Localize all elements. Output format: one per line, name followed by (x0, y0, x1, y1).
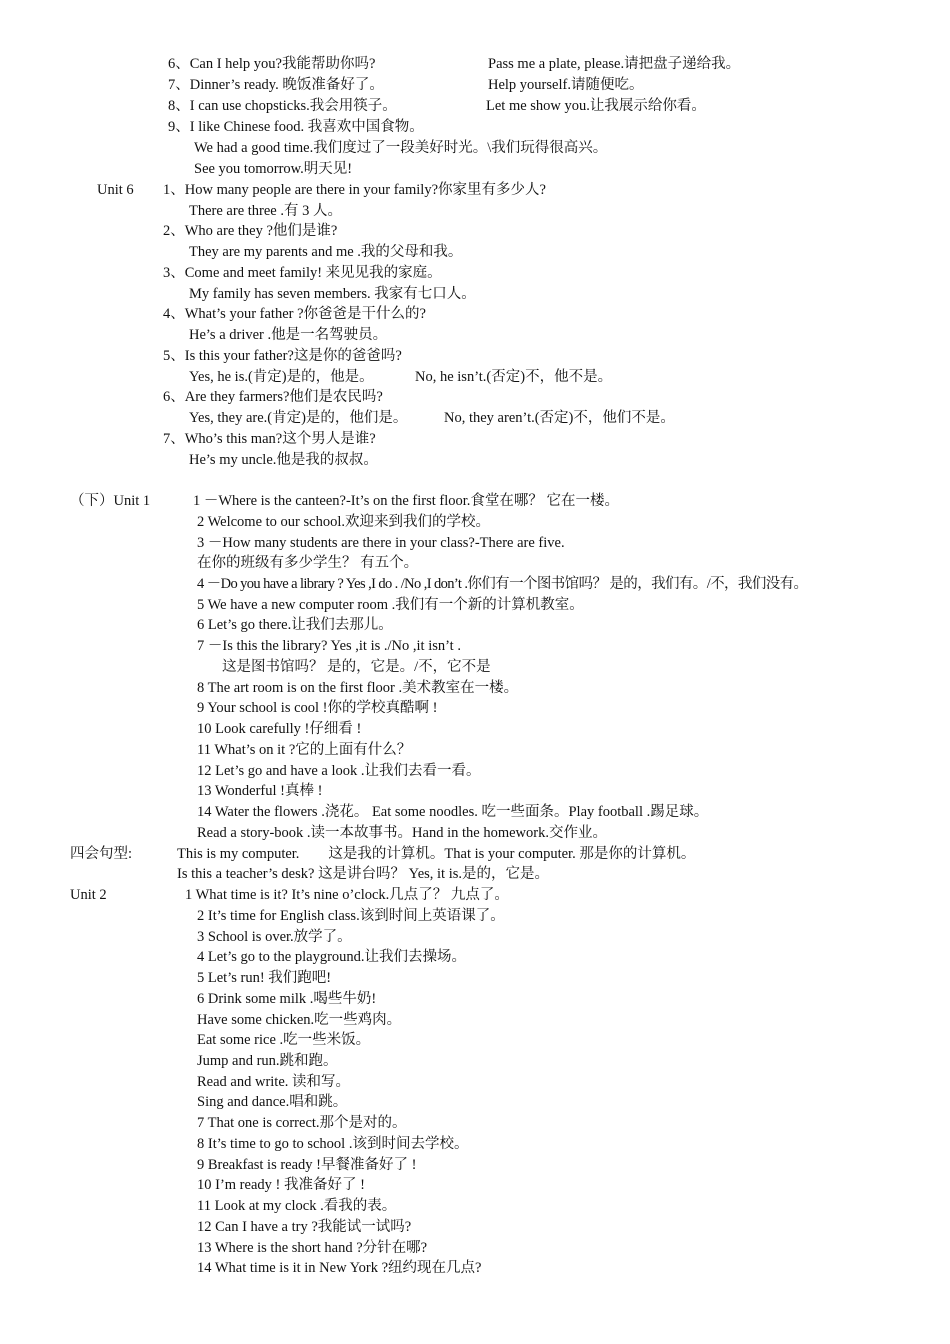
sentence-line: 9、I like Chinese food. 我喜欢中国食物。 (168, 119, 424, 135)
sentence-line: He’s a driver .他是一名驾驶员。 (189, 327, 388, 343)
sentence-line: Help yourself.请随便吃。 (488, 77, 644, 93)
sentence-line: 10 I’m ready ! 我准备好了 ! (197, 1177, 365, 1193)
unit-label: （下）Unit 1 (70, 493, 151, 509)
sentence-line: 13 Where is the short hand ?分针在哪? (197, 1240, 428, 1256)
sentence-line: No, he isn’t.(否定)不，他不是。 (415, 369, 613, 385)
sentence-line: 7 That one is correct.那个是对的。 (197, 1115, 407, 1131)
unit-label: Unit 2 (70, 887, 107, 903)
sentence-line: 5 Let’s run! 我们跑吧! (197, 970, 332, 986)
sentence-line: 6、Are they farmers?他们是农民吗? (163, 389, 383, 405)
sentence-line: 6、Can I help you?我能帮助你吗? (168, 56, 376, 72)
sentence-line: 这是图书馆吗？ 是的，它是。/不，它不是 (222, 659, 491, 675)
sentence-line: Have some chicken.吃一些鸡肉。 (197, 1012, 402, 1028)
sentence-line: My family has seven members. 我家有七口人。 (189, 286, 476, 302)
sentence-line: 2、Who are they ?他们是谁? (163, 223, 338, 239)
sentence-line: 1 What time is it? It’s nine o’clock.几点了？ 九点了。 (185, 887, 509, 903)
sentence-line: 9 Your school is cool !你的学校真酷啊 ! (197, 700, 438, 716)
sentence-line: 7、Who’s this man?这个男人是谁? (163, 431, 376, 447)
sentence-line: Pass me a plate, please.请把盘子递给我。 (488, 56, 741, 72)
sentence-line: 13 Wonderful !真棒 ! (197, 783, 323, 799)
sentence-line: 9 Breakfast is ready !早餐准备好了 ! (197, 1157, 417, 1173)
sentence-line: Read a story-book .读一本故事书。Hand in the homework.交作业。 (197, 825, 607, 841)
sentence-line: 12 Can I have a try ?我能试一试吗? (197, 1219, 412, 1235)
sentence-line: 3、Come and meet family! 来见见我的家庭。 (163, 265, 442, 281)
sentence-line: Sing and dance.唱和跳。 (197, 1094, 348, 1110)
sentence-line: 11 What’s on it ?它的上面有什么？ (197, 742, 412, 758)
sentence-line: See you tomorrow.明天见! (194, 161, 353, 177)
sentence-line: This is my computer. 这是我的计算机。That is your computer. 那是你的计算机。 (177, 846, 696, 862)
sentence-line: Yes, they are.(肯定)是的，他们是。 (189, 410, 408, 426)
sentence-line: 7、Dinner’s ready. 晚饭准备好了。 (168, 77, 384, 93)
sentence-line: 2 Welcome to our school.欢迎来到我们的学校。 (197, 514, 490, 530)
sentence-line: We had a good time.我们度过了一段美好时光。\我们玩得很高兴。 (194, 140, 608, 156)
sentence-line: Yes, he is.(肯定)是的，他是。 (189, 369, 374, 385)
sentence-line: 8、I can use chopsticks.我会用筷子。 (168, 98, 397, 114)
sentence-line: Jump and run.跳和跑。 (197, 1053, 338, 1069)
sentence-line: 6 Drink some milk .喝些牛奶! (197, 991, 377, 1007)
sentence-line: 4 －Do you have a library ? Yes ,I do . /No ,I don’t .你们有一个图书馆吗？ 是的，我们有。/不，我们没有。 (197, 576, 808, 592)
sentence-line: Is this a teacher’s desk? 这是讲台吗？ Yes, it is.是的，它是。 (177, 866, 550, 882)
sentence-line: 4、What’s your father ?你爸爸是干什么的? (163, 306, 426, 322)
sentence-line: He’s my uncle.他是我的叔叔。 (189, 452, 378, 468)
sentence-line: There are three .有 3 人。 (189, 203, 342, 219)
sentence-line: 6 Let’s go there.让我们去那儿。 (197, 617, 393, 633)
sentence-line: 14 Water the flowers .浇花。 Eat some noodles. 吃一些面条。Play football .踢足球。 (197, 804, 709, 820)
sentence-line: 4 Let’s go to the playground.让我们去操场。 (197, 949, 467, 965)
sentence-line: 11 Look at my clock .看我的表。 (197, 1198, 397, 1214)
sentence-line: 7 －Is this the library? Yes ,it is ./No ,it isn’t . (197, 638, 461, 654)
sentence-line: 5、Is this your father?这是你的爸爸吗? (163, 348, 402, 364)
sentence-line: 3 School is over.放学了。 (197, 929, 352, 945)
sentence-line: No, they aren’t.(否定)不，他们不是。 (444, 410, 675, 426)
sentence-line: 8 The art room is on the first floor .美术教室在一楼。 (197, 680, 519, 696)
sentence-line: 1、How many people are there in your family?你家里有多少人? (163, 182, 546, 198)
sentence-line: 1 －Where is the canteen?-It’s on the first floor.食堂在哪？ 它在一楼。 (193, 493, 620, 509)
sentence-line: 12 Let’s go and have a look .让我们去看一看。 (197, 763, 481, 779)
sentence-line: 14 What time is it in New York ?纽约现在几点? (197, 1260, 482, 1276)
sentence-line: 2 It’s time for English class.该到时间上英语课了。 (197, 908, 505, 924)
sentence-line: 5 We have a new computer room .我们有一个新的计算机教室。 (197, 597, 584, 613)
sentence-line: 10 Look carefully !仔细看 ! (197, 721, 362, 737)
sentence-line: Read and write. 读和写。 (197, 1074, 351, 1090)
sentence-line: They are my parents and me .我的父母和我。 (189, 244, 463, 260)
sentence-line: 3 －How many students are there in your class?-There are five. (197, 535, 565, 551)
sentence-line: 8 It’s time to go to school .该到时间去学校。 (197, 1136, 469, 1152)
sentence-line: 在你的班级有多少学生？ 有五个。 (197, 555, 419, 571)
sentence-line: Let me show you.让我展示给你看。 (486, 98, 706, 114)
section-label: 四会句型: (70, 846, 133, 862)
unit-label: Unit 6 (97, 182, 134, 198)
sentence-line: Eat some rice .吃一些米饭。 (197, 1032, 371, 1048)
